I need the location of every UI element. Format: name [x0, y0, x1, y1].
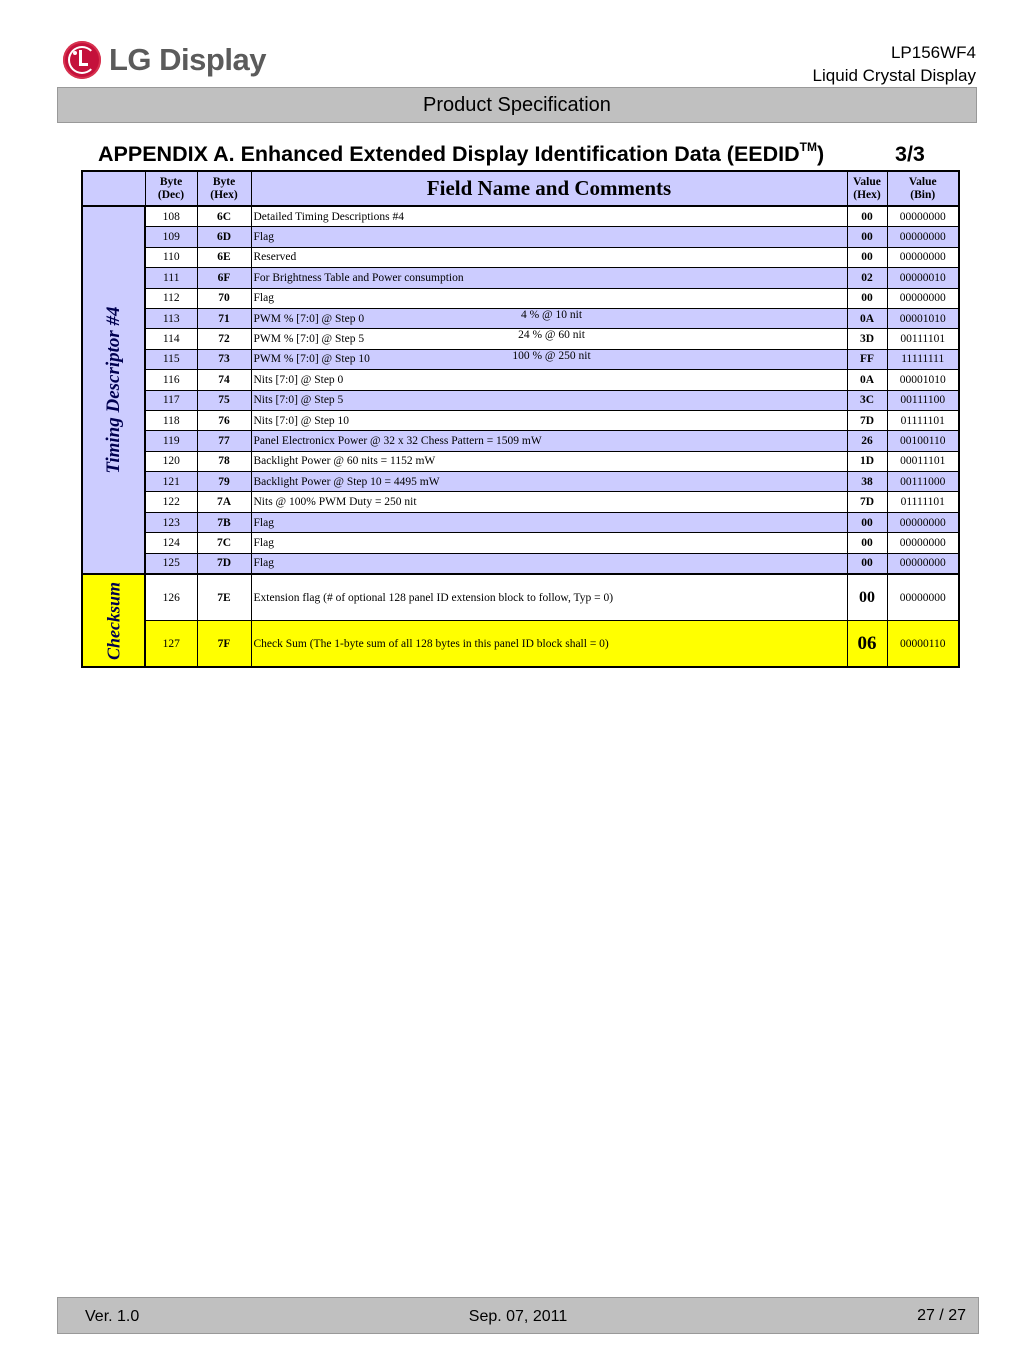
value-hex: 7D	[847, 410, 887, 430]
value-hex: 00	[847, 206, 887, 227]
value-hex: 3D	[847, 329, 887, 349]
group-checksum	[82, 574, 145, 667]
document-header-info	[813, 41, 976, 87]
byte-hex: 71	[197, 308, 251, 328]
value-hex: 00	[847, 227, 887, 247]
byte-hex: 7C	[197, 533, 251, 553]
field-name: PWM % [7:0] @ Step 10	[253, 353, 370, 366]
byte-hex: 75	[197, 390, 251, 410]
byte-dec: 119	[145, 431, 197, 451]
value-hex: 00	[847, 288, 887, 308]
header-field-name: Field Name and Comments	[251, 171, 847, 206]
field-description	[251, 533, 847, 553]
field-description	[251, 288, 847, 308]
footer-version: Ver. 1.0	[85, 1308, 140, 1325]
byte-dec: 118	[145, 410, 197, 430]
value-hex: 02	[847, 268, 887, 288]
field-name: Reserved	[253, 251, 297, 264]
byte-dec: 122	[145, 492, 197, 512]
field-name: Detailed Timing Descriptions #4	[253, 210, 404, 223]
value-bin: 00100110	[887, 431, 959, 451]
table-row	[82, 349, 959, 369]
table-row	[82, 370, 959, 390]
field-name: Flag	[253, 231, 274, 244]
value-hex: 00	[847, 553, 887, 574]
group-timing-descriptor	[82, 206, 145, 574]
table-row	[82, 431, 959, 451]
field-description	[251, 492, 847, 512]
group-label: Checksum	[103, 581, 123, 660]
field-description	[251, 370, 847, 390]
value-hex: 00	[847, 512, 887, 532]
table-row	[82, 410, 959, 430]
eedid-table	[81, 170, 960, 668]
byte-hex: 74	[197, 370, 251, 390]
byte-hex: 72	[197, 329, 251, 349]
trademark: TM	[799, 140, 817, 154]
byte-dec: 111	[145, 268, 197, 288]
field-description	[251, 329, 847, 349]
checksum-row	[82, 574, 959, 621]
byte-hex: 6E	[197, 247, 251, 267]
header-byte-dec: Byte (Dec)	[145, 171, 197, 206]
value-bin: 01111101	[887, 492, 959, 512]
field-name: Flag	[253, 557, 274, 570]
byte-dec: 108	[145, 206, 197, 227]
value-bin: 00000000	[887, 533, 959, 553]
value-bin: 00000000	[887, 553, 959, 574]
table-row	[82, 492, 959, 512]
byte-hex: 7B	[197, 512, 251, 532]
header-bar	[57, 87, 977, 123]
table-row	[82, 472, 959, 492]
table-row	[82, 390, 959, 410]
field-name: Nits [7:0] @ Step 10	[253, 414, 350, 427]
table-row	[82, 533, 959, 553]
field-description	[251, 227, 847, 247]
byte-dec: 123	[145, 512, 197, 532]
field-name: For Brightness Table and Power consumption	[253, 271, 464, 284]
byte-hex: 76	[197, 410, 251, 430]
field-description	[251, 390, 847, 410]
byte-hex: 73	[197, 349, 251, 369]
field-name: PWM % [7:0] @ Step 0	[253, 312, 365, 325]
field-note: 4 % @ 10 nit	[520, 308, 583, 321]
field-description	[251, 349, 847, 369]
table-row	[82, 227, 959, 247]
byte-hex: 77	[197, 431, 251, 451]
byte-hex: 6D	[197, 227, 251, 247]
value-hex: 00	[847, 574, 887, 621]
field-description	[251, 512, 847, 532]
field-name: Panel Electronicx Power @ 32 x 32 Chess Pattern = 1509 mW	[253, 434, 542, 447]
byte-dec: 109	[145, 227, 197, 247]
value-hex: 0A	[847, 370, 887, 390]
table-row	[82, 451, 959, 471]
byte-dec: 116	[145, 370, 197, 390]
header-bar-title: Product Specification	[423, 93, 611, 116]
value-bin: 00000110	[887, 621, 959, 668]
value-bin: 00001010	[887, 370, 959, 390]
byte-hex: 6F	[197, 268, 251, 288]
field-name: Flag	[253, 536, 274, 549]
value-bin: 00000000	[887, 288, 959, 308]
value-hex: FF	[847, 349, 887, 369]
appendix-title-close: )	[817, 142, 825, 166]
group-label: Timing Descriptor #4	[102, 306, 124, 474]
product-type: Liquid Crystal Display	[812, 66, 976, 85]
byte-dec: 127	[145, 621, 197, 668]
value-hex: 06	[847, 621, 887, 668]
value-bin: 00000000	[887, 512, 959, 532]
appendix-page-indicator: 3/3	[895, 142, 925, 166]
field-description	[251, 472, 847, 492]
value-bin: 00111000	[887, 472, 959, 492]
byte-dec: 117	[145, 390, 197, 410]
byte-hex: 6C	[197, 206, 251, 227]
byte-hex: 7D	[197, 553, 251, 574]
value-hex: 00	[847, 533, 887, 553]
byte-dec: 112	[145, 288, 197, 308]
value-bin: 00000000	[887, 574, 959, 621]
field-name: Nits @ 100% PWM Duty = 250 nit	[253, 496, 417, 509]
byte-dec: 113	[145, 308, 197, 328]
checksum-row	[82, 621, 959, 668]
field-note: 100 % @ 250 nit	[512, 349, 591, 362]
table-row	[82, 553, 959, 574]
field-description	[251, 206, 847, 227]
byte-hex: 70	[197, 288, 251, 308]
field-name: Nits [7:0] @ Step 5	[253, 394, 344, 407]
field-name: Flag	[253, 292, 274, 305]
byte-dec: 124	[145, 533, 197, 553]
field-name: Flag	[253, 516, 274, 529]
byte-dec: 114	[145, 329, 197, 349]
group-header	[82, 171, 145, 206]
byte-dec: 121	[145, 472, 197, 492]
byte-hex: 79	[197, 472, 251, 492]
field-description	[251, 247, 847, 267]
field-name: Nits [7:0] @ Step 0	[253, 373, 344, 386]
value-bin: 00111101	[887, 329, 959, 349]
field-description	[251, 308, 847, 328]
lg-display-logo	[63, 40, 266, 80]
footer-page-number: 27 / 27	[917, 1307, 966, 1324]
value-hex: 00	[847, 247, 887, 267]
value-bin: 00000000	[887, 227, 959, 247]
byte-dec: 115	[145, 349, 197, 369]
value-hex: 0A	[847, 308, 887, 328]
byte-dec: 125	[145, 553, 197, 574]
byte-dec: 126	[145, 574, 197, 621]
byte-hex: 7F	[197, 621, 251, 668]
appendix-title	[98, 142, 824, 167]
field-name: Backlight Power @ 60 nits = 1152 mW	[253, 455, 436, 468]
byte-dec: 110	[145, 247, 197, 267]
field-description: Extension flag (# of optional 128 panel ID extension block to follow, Typ = 0)	[251, 574, 847, 621]
table-row	[82, 268, 959, 288]
appendix-title-text: APPENDIX A. Enhanced Extended Display Identification Data (EEDID	[98, 142, 800, 166]
value-bin: 00000000	[887, 206, 959, 227]
table-row	[82, 247, 959, 267]
value-bin: 00011101	[887, 451, 959, 471]
field-description	[251, 431, 847, 451]
value-bin: 11111111	[887, 349, 959, 369]
byte-hex: 7E	[197, 574, 251, 621]
table-row	[82, 288, 959, 308]
table-header-row	[82, 171, 959, 206]
field-description	[251, 410, 847, 430]
value-bin: 00000010	[887, 268, 959, 288]
table-row	[82, 512, 959, 532]
header-value-hex: Value (Hex)	[847, 171, 887, 206]
footer-date: Sep. 07, 2011	[468, 1308, 568, 1325]
model-number: LP156WF4	[890, 43, 976, 62]
table-row	[82, 329, 959, 349]
value-hex: 3C	[847, 390, 887, 410]
field-description	[251, 451, 847, 471]
value-hex: 1D	[847, 451, 887, 471]
logo-text: LG Display	[109, 42, 266, 77]
value-bin: 00001010	[887, 308, 959, 328]
page-footer	[57, 1297, 979, 1334]
byte-hex: 78	[197, 451, 251, 471]
value-hex: 38	[847, 472, 887, 492]
header-byte-hex: Byte (Hex)	[197, 171, 251, 206]
table-row	[82, 206, 959, 227]
field-description	[251, 268, 847, 288]
value-hex: 7D	[847, 492, 887, 512]
field-name: Backlight Power @ Step 10 = 4495 mW	[253, 475, 440, 488]
value-hex: 26	[847, 431, 887, 451]
value-bin: 00000000	[887, 247, 959, 267]
field-note: 24 % @ 60 nit	[518, 329, 585, 342]
field-name: PWM % [7:0] @ Step 5	[253, 333, 365, 346]
lg-face-icon	[63, 41, 101, 79]
byte-dec: 120	[145, 451, 197, 471]
field-description	[251, 553, 847, 574]
value-bin: 00111100	[887, 390, 959, 410]
field-description: Check Sum (The 1-byte sum of all 128 bytes in this panel ID block shall = 0)	[251, 621, 847, 668]
table-row	[82, 308, 959, 328]
header-value-bin: Value (Bin)	[887, 171, 959, 206]
value-bin: 01111101	[887, 410, 959, 430]
byte-hex: 7A	[197, 492, 251, 512]
